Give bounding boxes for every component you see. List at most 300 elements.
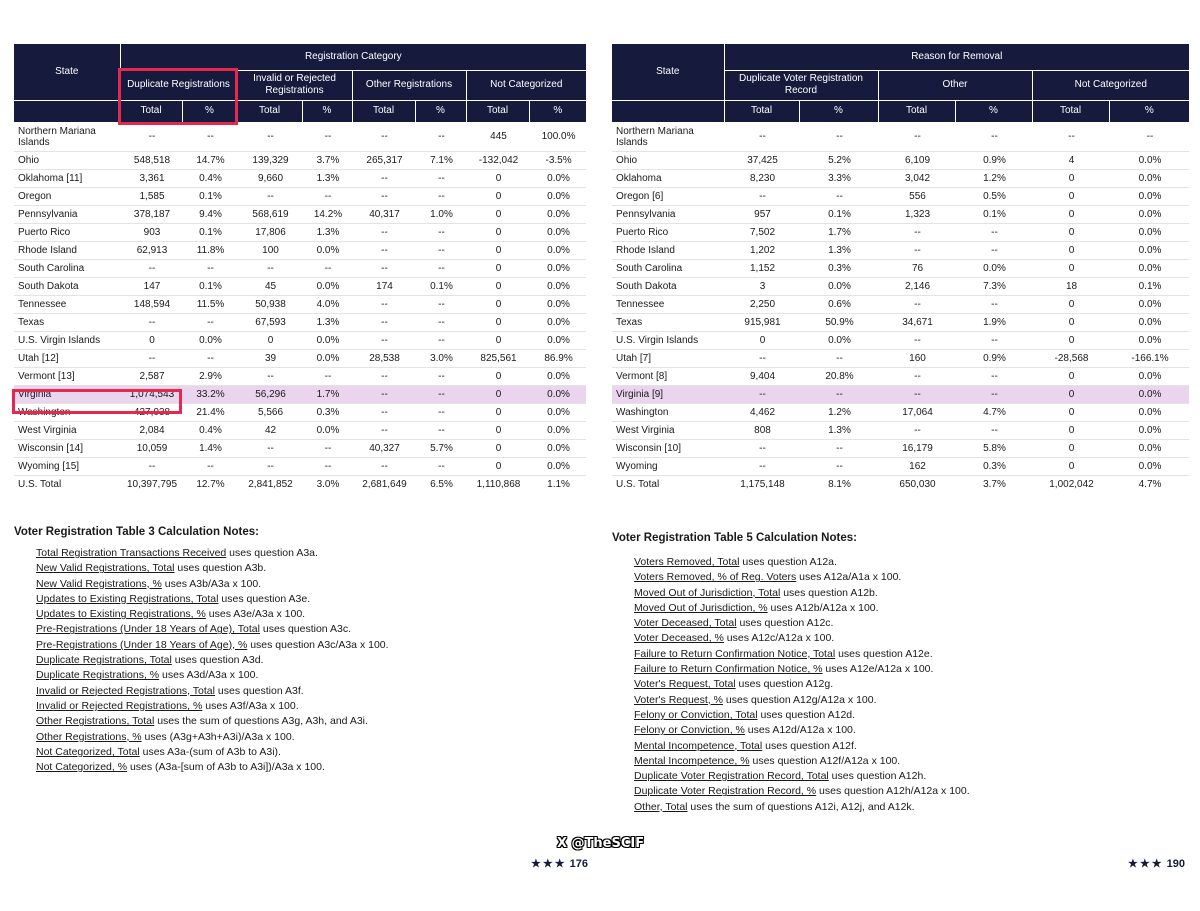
page-number: 176 <box>569 858 589 870</box>
table-row <box>612 223 1189 241</box>
note-text: uses question A3f. <box>214 684 304 697</box>
percent-cell: 0.0% <box>302 277 352 295</box>
state-cell: Wyoming [15] <box>14 457 120 475</box>
total-cell: 548,518 <box>120 151 182 169</box>
note-term: Mental Incompetence, Total <box>634 739 763 752</box>
table-row <box>612 331 1189 349</box>
category-header: Duplicate Registrations <box>120 70 237 100</box>
total-cell: 56,296 <box>237 385 302 403</box>
percent-cell: 21.4% <box>182 403 237 421</box>
percent-cell: -- <box>955 367 1032 385</box>
right-page-number <box>1128 857 1185 870</box>
total-cell: -- <box>352 241 415 259</box>
total-cell: 0 <box>466 439 529 457</box>
table-row <box>14 169 586 187</box>
total-cell: 1,002,042 <box>1049 478 1094 490</box>
percent-cell: -- <box>302 122 352 151</box>
percent-cell: 11.5% <box>182 295 237 313</box>
table-row <box>14 122 586 151</box>
percent-cell: 1.3% <box>799 421 878 439</box>
note-text: uses question A12e. <box>835 647 933 660</box>
total-cell: 9,660 <box>237 169 302 187</box>
total-cell: -- <box>352 403 415 421</box>
reason-for-removal-table-panel <box>612 44 1189 493</box>
state-cell: South Carolina <box>14 259 120 277</box>
percent-cell: -- <box>415 421 466 439</box>
total-cell: -- <box>878 331 955 349</box>
percent-cell: 0.0% <box>529 295 586 313</box>
table-row <box>14 241 586 259</box>
note-text: uses the sum of questions A3g, A3h, and A3i. <box>154 715 368 728</box>
percent-cell: 0.0% <box>529 169 586 187</box>
percent-cell: 9.4% <box>182 205 237 223</box>
note-text: uses question A3a. <box>226 547 318 559</box>
total-cell: 1,110,868 <box>476 478 521 490</box>
percent-cell: -- <box>302 457 352 475</box>
table-row <box>14 439 586 457</box>
table-row <box>14 331 586 349</box>
percent-cell: 0.0% <box>1109 223 1189 241</box>
note-term: Other Registrations, % <box>36 730 142 743</box>
state-subheader-blank <box>14 100 120 122</box>
note-text: uses A12c/A12a x 100. <box>723 632 835 645</box>
total-cell: 0 <box>466 295 529 313</box>
percent-cell: 3.7% <box>302 151 352 169</box>
total-cell: -- <box>352 122 415 151</box>
percent-cell: 0.0% <box>529 205 586 223</box>
note-item <box>36 714 389 729</box>
percent-cell: 0.0% <box>302 331 352 349</box>
percent-cell: 0.0% <box>529 421 586 439</box>
total-cell: -- <box>352 385 415 403</box>
percent-cell: 0.0% <box>955 259 1032 277</box>
total-cell: 7,502 <box>724 223 799 241</box>
total-cell: 0 <box>466 241 529 259</box>
state-cell: Oregon [6] <box>612 187 724 205</box>
percent-cell: -- <box>182 259 237 277</box>
note-item <box>36 745 389 760</box>
percent-cell: 0.0% <box>1109 421 1189 439</box>
total-cell: 3,361 <box>120 169 182 187</box>
total-cell: 162 <box>878 457 955 475</box>
total-cell: 67,593 <box>237 313 302 331</box>
note-text: uses A12a/A1a x 100. <box>796 571 902 584</box>
table-row <box>612 475 1189 493</box>
note-term: Moved Out of Jurisdiction, Total <box>634 586 781 599</box>
total-cell: 808 <box>724 421 799 439</box>
total-cell: -- <box>878 367 955 385</box>
note-item <box>36 760 389 775</box>
total-cell: 0 <box>466 205 529 223</box>
percent-cell: 1.1% <box>547 478 570 490</box>
percent-cell: 0.0% <box>1109 151 1189 169</box>
note-term: Voter's Request, Total <box>634 678 736 691</box>
total-cell: 650,030 <box>899 478 936 490</box>
percent-cell: 0.0% <box>302 241 352 259</box>
note-term: Invalid or Rejected Registrations, Total <box>36 684 215 697</box>
table-row <box>612 277 1189 295</box>
total-cell: 40,317 <box>352 205 415 223</box>
percent-cell: 12.7% <box>196 478 225 490</box>
note-text: uses A3e/A3a x 100. <box>205 608 306 621</box>
virginia-duplicate-highlight-box <box>12 389 182 414</box>
state-column-header: State <box>14 44 120 100</box>
total-cell: 16,179 <box>878 439 955 457</box>
percent-cell: -- <box>955 385 1032 403</box>
total-cell: -- <box>237 187 302 205</box>
table-row <box>14 313 586 331</box>
total-cell: 3,042 <box>878 169 955 187</box>
note-item <box>634 601 970 616</box>
percent-cell: -3.5% <box>529 151 586 169</box>
percent-cell: 3.7% <box>983 478 1006 490</box>
note-text: uses question A12f/A12a x 100. <box>749 754 901 767</box>
total-cell: 0 <box>466 421 529 439</box>
percent-cell: 0.0% <box>529 331 586 349</box>
table-row <box>14 367 586 385</box>
total-cell: -- <box>352 457 415 475</box>
total-cell: -- <box>120 259 182 277</box>
total-cell: 45 <box>237 277 302 295</box>
note-item <box>634 555 970 570</box>
total-cell: 915,981 <box>724 313 799 331</box>
note-term: Moved Out of Jurisdiction, % <box>634 601 768 614</box>
percent-cell: 1.7% <box>302 385 352 403</box>
percent-cell: -- <box>182 457 237 475</box>
state-cell: Ohio <box>14 151 120 169</box>
total-cell: 4 <box>1032 151 1109 169</box>
total-cell: 0 <box>120 331 182 349</box>
total-cell: 148,594 <box>120 295 182 313</box>
total-cell: -- <box>352 313 415 331</box>
note-term: Duplicate Voter Registration Record, % <box>634 785 817 798</box>
note-text: uses question A12g. <box>735 678 834 691</box>
total-cell: 1,152 <box>724 259 799 277</box>
total-cell: 0 <box>466 313 529 331</box>
note-item <box>634 662 970 677</box>
percent-cell: 1.3% <box>302 223 352 241</box>
note-text: uses (A3g+A3h+A3i)/A3a x 100. <box>141 730 295 743</box>
note-item <box>36 684 389 699</box>
note-term: Voter's Request, % <box>634 693 723 706</box>
total-cell: 0 <box>1032 169 1109 187</box>
total-cell: -- <box>120 313 182 331</box>
table-row <box>14 187 586 205</box>
state-cell: South Carolina <box>612 259 724 277</box>
table-row <box>14 259 586 277</box>
total-cell: 1,585 <box>120 187 182 205</box>
total-cell: -- <box>724 122 799 151</box>
state-cell: U.S. Virgin Islands <box>14 331 120 349</box>
total-cell: 0 <box>1032 259 1109 277</box>
percent-cell: 4.7% <box>1138 478 1162 490</box>
table-row <box>612 403 1189 421</box>
total-cell: -- <box>878 241 955 259</box>
state-cell: Texas <box>612 313 724 331</box>
note-text: uses question A12c. <box>736 617 834 630</box>
note-item <box>36 607 389 622</box>
percent-cell: 3.0% <box>415 349 466 367</box>
registration-category-table <box>14 44 586 493</box>
state-cell: West Virginia <box>612 421 724 439</box>
note-term: Mental Incompetence, % <box>634 754 750 767</box>
percent-cell: 0.0% <box>182 331 237 349</box>
note-text: uses question A3c/A3a x 100. <box>247 638 389 651</box>
percent-cell: -- <box>799 187 878 205</box>
total-cell: 0 <box>1032 457 1109 475</box>
total-cell: 18 <box>1032 277 1109 295</box>
percent-cell: 5.8% <box>955 439 1032 457</box>
category-header: Other Registrations <box>352 70 466 100</box>
total-cell: 1,202 <box>724 241 799 259</box>
total-cell: 9,404 <box>724 367 799 385</box>
total-cell: 957 <box>724 205 799 223</box>
total-cell: 378,187 <box>120 205 182 223</box>
percent-cell: 0.0% <box>529 223 586 241</box>
total-cell: 160 <box>878 349 955 367</box>
note-item <box>36 730 389 745</box>
note-term: Duplicate Voter Registration Record, Total <box>634 770 829 783</box>
note-term: Voters Removed, Total <box>634 556 740 568</box>
percent-cell: 0.1% <box>799 205 878 223</box>
right-notes-title: Voter Registration Table 5 Calculation Notes: <box>612 532 857 544</box>
percent-cell: 14.7% <box>182 151 237 169</box>
total-cell: -- <box>352 331 415 349</box>
total-cell: 568,619 <box>237 205 302 223</box>
percent-cell: 20.8% <box>799 367 878 385</box>
table-row <box>14 277 586 295</box>
percent-cell: 6.5% <box>430 478 453 490</box>
percent-cell: 1.2% <box>955 169 1032 187</box>
table-row <box>612 457 1189 475</box>
total-cell: 3 <box>724 277 799 295</box>
total-cell: 0 <box>1032 367 1109 385</box>
percent-cell: -- <box>955 421 1032 439</box>
percent-cell: -- <box>182 122 237 151</box>
state-cell: Virginia <box>14 385 120 403</box>
percent-cell: 3.0% <box>316 478 340 490</box>
total-cell: 556 <box>878 187 955 205</box>
subheader-total: Total <box>466 100 529 122</box>
total-cell: 62,913 <box>120 241 182 259</box>
percent-cell: 1.3% <box>302 169 352 187</box>
state-cell: Rhode Island <box>14 241 120 259</box>
total-cell: -- <box>352 367 415 385</box>
percent-cell: 0.3% <box>955 457 1032 475</box>
note-item <box>634 708 970 723</box>
percent-cell: 0.9% <box>955 349 1032 367</box>
percent-cell: -- <box>415 241 466 259</box>
total-cell: -- <box>724 457 799 475</box>
note-item <box>36 592 389 607</box>
percent-cell: 0.0% <box>529 367 586 385</box>
note-term: Total Registration Transactions Received <box>36 547 227 559</box>
table-row <box>612 122 1189 151</box>
total-cell: 147 <box>120 277 182 295</box>
total-cell: 0 <box>1032 331 1109 349</box>
subheader-total: Total <box>352 100 415 122</box>
percent-cell: 0.1% <box>182 187 237 205</box>
total-cell: 0 <box>466 457 529 475</box>
state-cell: Oklahoma <box>612 169 724 187</box>
percent-cell: 5.2% <box>799 151 878 169</box>
total-cell: 0 <box>466 385 529 403</box>
percent-cell: 1.2% <box>799 403 878 421</box>
total-cell: -- <box>1032 122 1109 151</box>
total-cell: 28,538 <box>352 349 415 367</box>
percent-cell: -- <box>302 259 352 277</box>
table-row <box>612 151 1189 169</box>
state-cell: Rhode Island <box>612 241 724 259</box>
total-cell: 0 <box>466 223 529 241</box>
left-notes-list <box>36 546 389 775</box>
total-cell: 0 <box>1032 223 1109 241</box>
percent-cell: -- <box>415 457 466 475</box>
subheader-pct: % <box>1109 100 1189 122</box>
total-cell: 825,561 <box>466 349 529 367</box>
note-text: uses question A12d. <box>757 708 856 721</box>
note-term: Voters Removed, % of Reg. Voters <box>634 571 797 584</box>
total-cell: -- <box>878 295 955 313</box>
total-cell: 2,681,649 <box>362 478 407 490</box>
percent-cell: 0.1% <box>182 277 237 295</box>
note-term: Other Registrations, Total <box>36 715 155 728</box>
percent-cell: 7.3% <box>955 277 1032 295</box>
percent-cell: -- <box>302 439 352 457</box>
table-row <box>14 223 586 241</box>
note-term: New Valid Registrations, % <box>36 577 162 590</box>
percent-cell: 0.0% <box>1109 259 1189 277</box>
table-row <box>14 151 586 169</box>
percent-cell: 0.6% <box>799 295 878 313</box>
percent-cell: 5.7% <box>415 439 466 457</box>
note-text: uses (A3a-[sum of A3b to A3i])/A3a x 100. <box>127 761 325 774</box>
percent-cell: 1.3% <box>799 241 878 259</box>
note-item <box>36 699 389 714</box>
total-cell: 0 <box>1032 439 1109 457</box>
total-cell: 37,425 <box>724 151 799 169</box>
registration-category-table-panel <box>14 44 586 493</box>
total-cell: 265,317 <box>352 151 415 169</box>
table-row <box>14 205 586 223</box>
percent-cell: -- <box>415 259 466 277</box>
note-item <box>634 693 970 708</box>
total-cell: 2,146 <box>878 277 955 295</box>
total-cell: 2,841,852 <box>248 478 293 490</box>
percent-cell: -- <box>799 439 878 457</box>
table-row <box>14 475 586 493</box>
total-cell: -- <box>352 169 415 187</box>
note-text: uses A3f/A3a x 100. <box>202 699 299 712</box>
subheader-total: Total <box>724 100 799 122</box>
total-cell: 427,038 <box>120 403 182 421</box>
state-cell: Washington <box>612 403 724 421</box>
percent-cell: 0.0% <box>1109 385 1189 403</box>
note-term: Pre-Registrations (Under 18 Years of Age), % <box>36 638 248 651</box>
percent-cell: 0.0% <box>1109 313 1189 331</box>
state-cell: Wisconsin [10] <box>612 439 724 457</box>
stars-icon: ★★★ <box>1128 858 1164 870</box>
percent-cell: 0.0% <box>1109 439 1189 457</box>
percent-cell: 0.0% <box>799 277 878 295</box>
percent-cell: 0.0% <box>529 241 586 259</box>
subheader-pct: % <box>182 100 237 122</box>
note-item <box>634 586 970 601</box>
note-text: uses question A3b. <box>174 562 267 575</box>
note-text: uses A3d/A3a x 100. <box>159 669 259 682</box>
total-cell: -- <box>352 223 415 241</box>
percent-cell: 0.0% <box>529 403 586 421</box>
total-cell: 8,230 <box>724 169 799 187</box>
total-cell: 0 <box>466 331 529 349</box>
total-cell: -- <box>352 295 415 313</box>
percent-cell: 1.4% <box>182 439 237 457</box>
note-term: Other, Total <box>634 800 688 813</box>
total-cell: 0 <box>466 367 529 385</box>
category-header: Not Categorized <box>1032 70 1189 100</box>
total-cell: 40,327 <box>352 439 415 457</box>
state-cell: Tennessee <box>612 295 724 313</box>
subheader-total: Total <box>1032 100 1109 122</box>
note-text: uses question A3c. <box>259 623 351 636</box>
note-item <box>634 723 970 738</box>
group-header: Reason for Removal <box>724 44 1189 70</box>
state-cell: Wyoming <box>612 457 724 475</box>
note-item <box>36 638 389 653</box>
state-subheader-blank <box>612 100 724 122</box>
subheader-pct: % <box>955 100 1032 122</box>
percent-cell: 100.0% <box>529 122 586 151</box>
percent-cell: -- <box>415 367 466 385</box>
note-text: uses question A12f. <box>762 739 857 752</box>
percent-cell: 0.0% <box>529 277 586 295</box>
subheader-pct: % <box>302 100 352 122</box>
state-cell: Pennsylvania <box>612 205 724 223</box>
total-cell: 1,074,543 <box>120 385 182 403</box>
total-cell: -- <box>724 187 799 205</box>
percent-cell: 0.0% <box>1109 457 1189 475</box>
note-item <box>36 577 389 592</box>
percent-cell: 0.0% <box>1109 241 1189 259</box>
left-notes-title: Voter Registration Table 3 Calculation Notes: <box>14 526 259 538</box>
state-cell: Utah [7] <box>612 349 724 367</box>
state-cell: Utah [12] <box>14 349 120 367</box>
total-cell: -- <box>878 421 955 439</box>
total-cell: -- <box>237 122 302 151</box>
percent-cell: -- <box>955 223 1032 241</box>
note-item <box>634 677 970 692</box>
total-cell: -- <box>352 187 415 205</box>
percent-cell: -- <box>415 223 466 241</box>
total-cell: -- <box>120 457 182 475</box>
percent-cell: -- <box>799 349 878 367</box>
state-cell: Wisconsin [14] <box>14 439 120 457</box>
percent-cell: 0.0% <box>529 457 586 475</box>
table-row <box>612 205 1189 223</box>
total-cell: 0 <box>1032 241 1109 259</box>
table-row <box>14 457 586 475</box>
percent-cell: -- <box>415 122 466 151</box>
percent-cell: 0.4% <box>182 421 237 439</box>
total-cell: -- <box>237 439 302 457</box>
state-cell: Texas <box>14 313 120 331</box>
percent-cell: -- <box>415 403 466 421</box>
percent-cell: 11.8% <box>182 241 237 259</box>
table-row <box>612 259 1189 277</box>
subheader-total: Total <box>237 100 302 122</box>
note-term: Failure to Return Confirmation Notice, Total <box>634 647 836 660</box>
percent-cell: 0.3% <box>302 403 352 421</box>
